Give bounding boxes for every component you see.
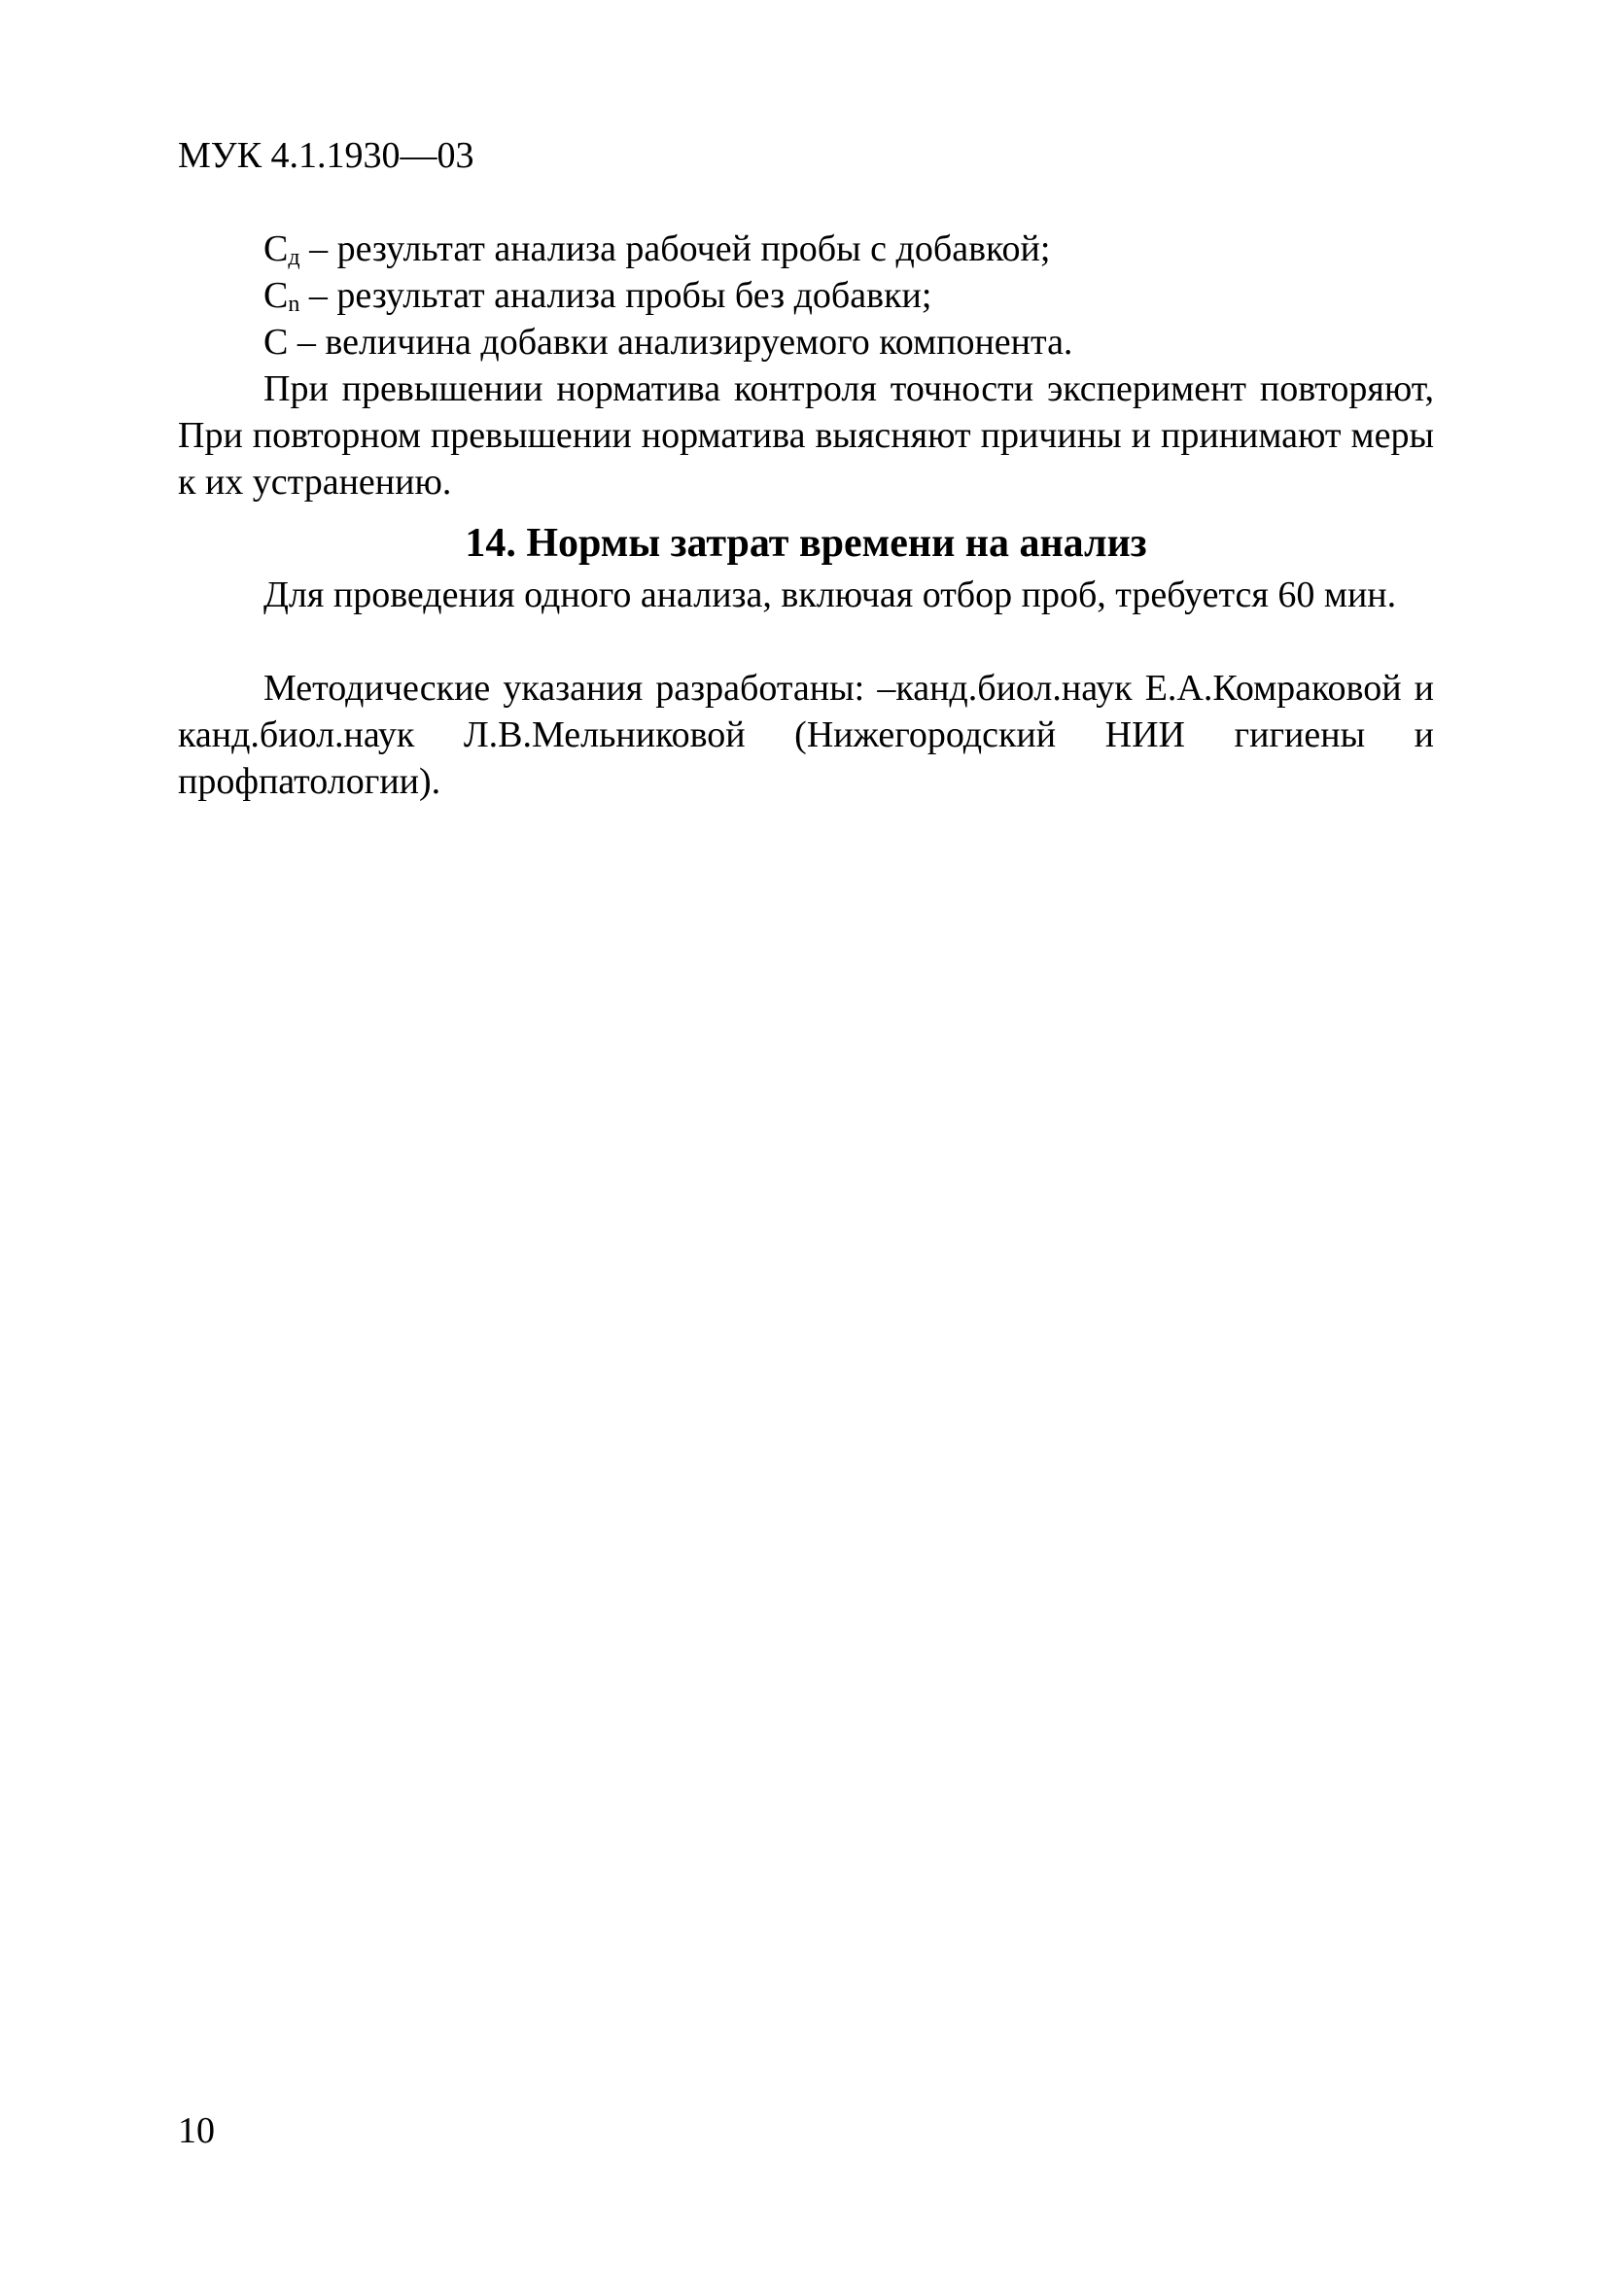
definition-symbol: С <box>263 228 289 269</box>
paragraph-spacer <box>178 618 1434 665</box>
definition-text: – результат анализа рабочей пробы с добавкой; <box>299 228 1051 269</box>
definition-subscript: д <box>288 245 300 270</box>
definition-cd <box>178 226 1434 272</box>
definition-symbol: С <box>263 275 289 316</box>
paragraph-control-accuracy: При превышении норматива контроля точности эксперимент повторяют, При повторном превышении норматива выясняют причины и принимают меры к их устранению. <box>178 368 1434 503</box>
paragraph-authors: Методические указания разработаны: –канд.биол.наук Е.А.Комраковой и канд.биол.наук Л.В.Мельниковой (Нижегородский НИИ гигиены и профпатологии). <box>178 668 1434 802</box>
paragraph-analysis-time: Для проведения одного анализа, включая отбор проб, требуется 60 мин. <box>263 574 1397 615</box>
page-body <box>178 226 1434 805</box>
page-number: 10 <box>178 2110 215 2151</box>
definition-text: – результат анализа пробы без добавки; <box>299 275 932 316</box>
definition-subscript: n <box>288 292 300 317</box>
definition-text: – величина добавки анализируемого компонента. <box>288 322 1073 363</box>
definition-cn <box>178 272 1434 319</box>
document-header: МУК 4.1.1930—03 <box>178 135 474 176</box>
section-heading: 14. Нормы затрат времени на анализ <box>465 521 1147 566</box>
definition-symbol: С <box>263 322 289 363</box>
definition-c <box>178 319 1434 365</box>
